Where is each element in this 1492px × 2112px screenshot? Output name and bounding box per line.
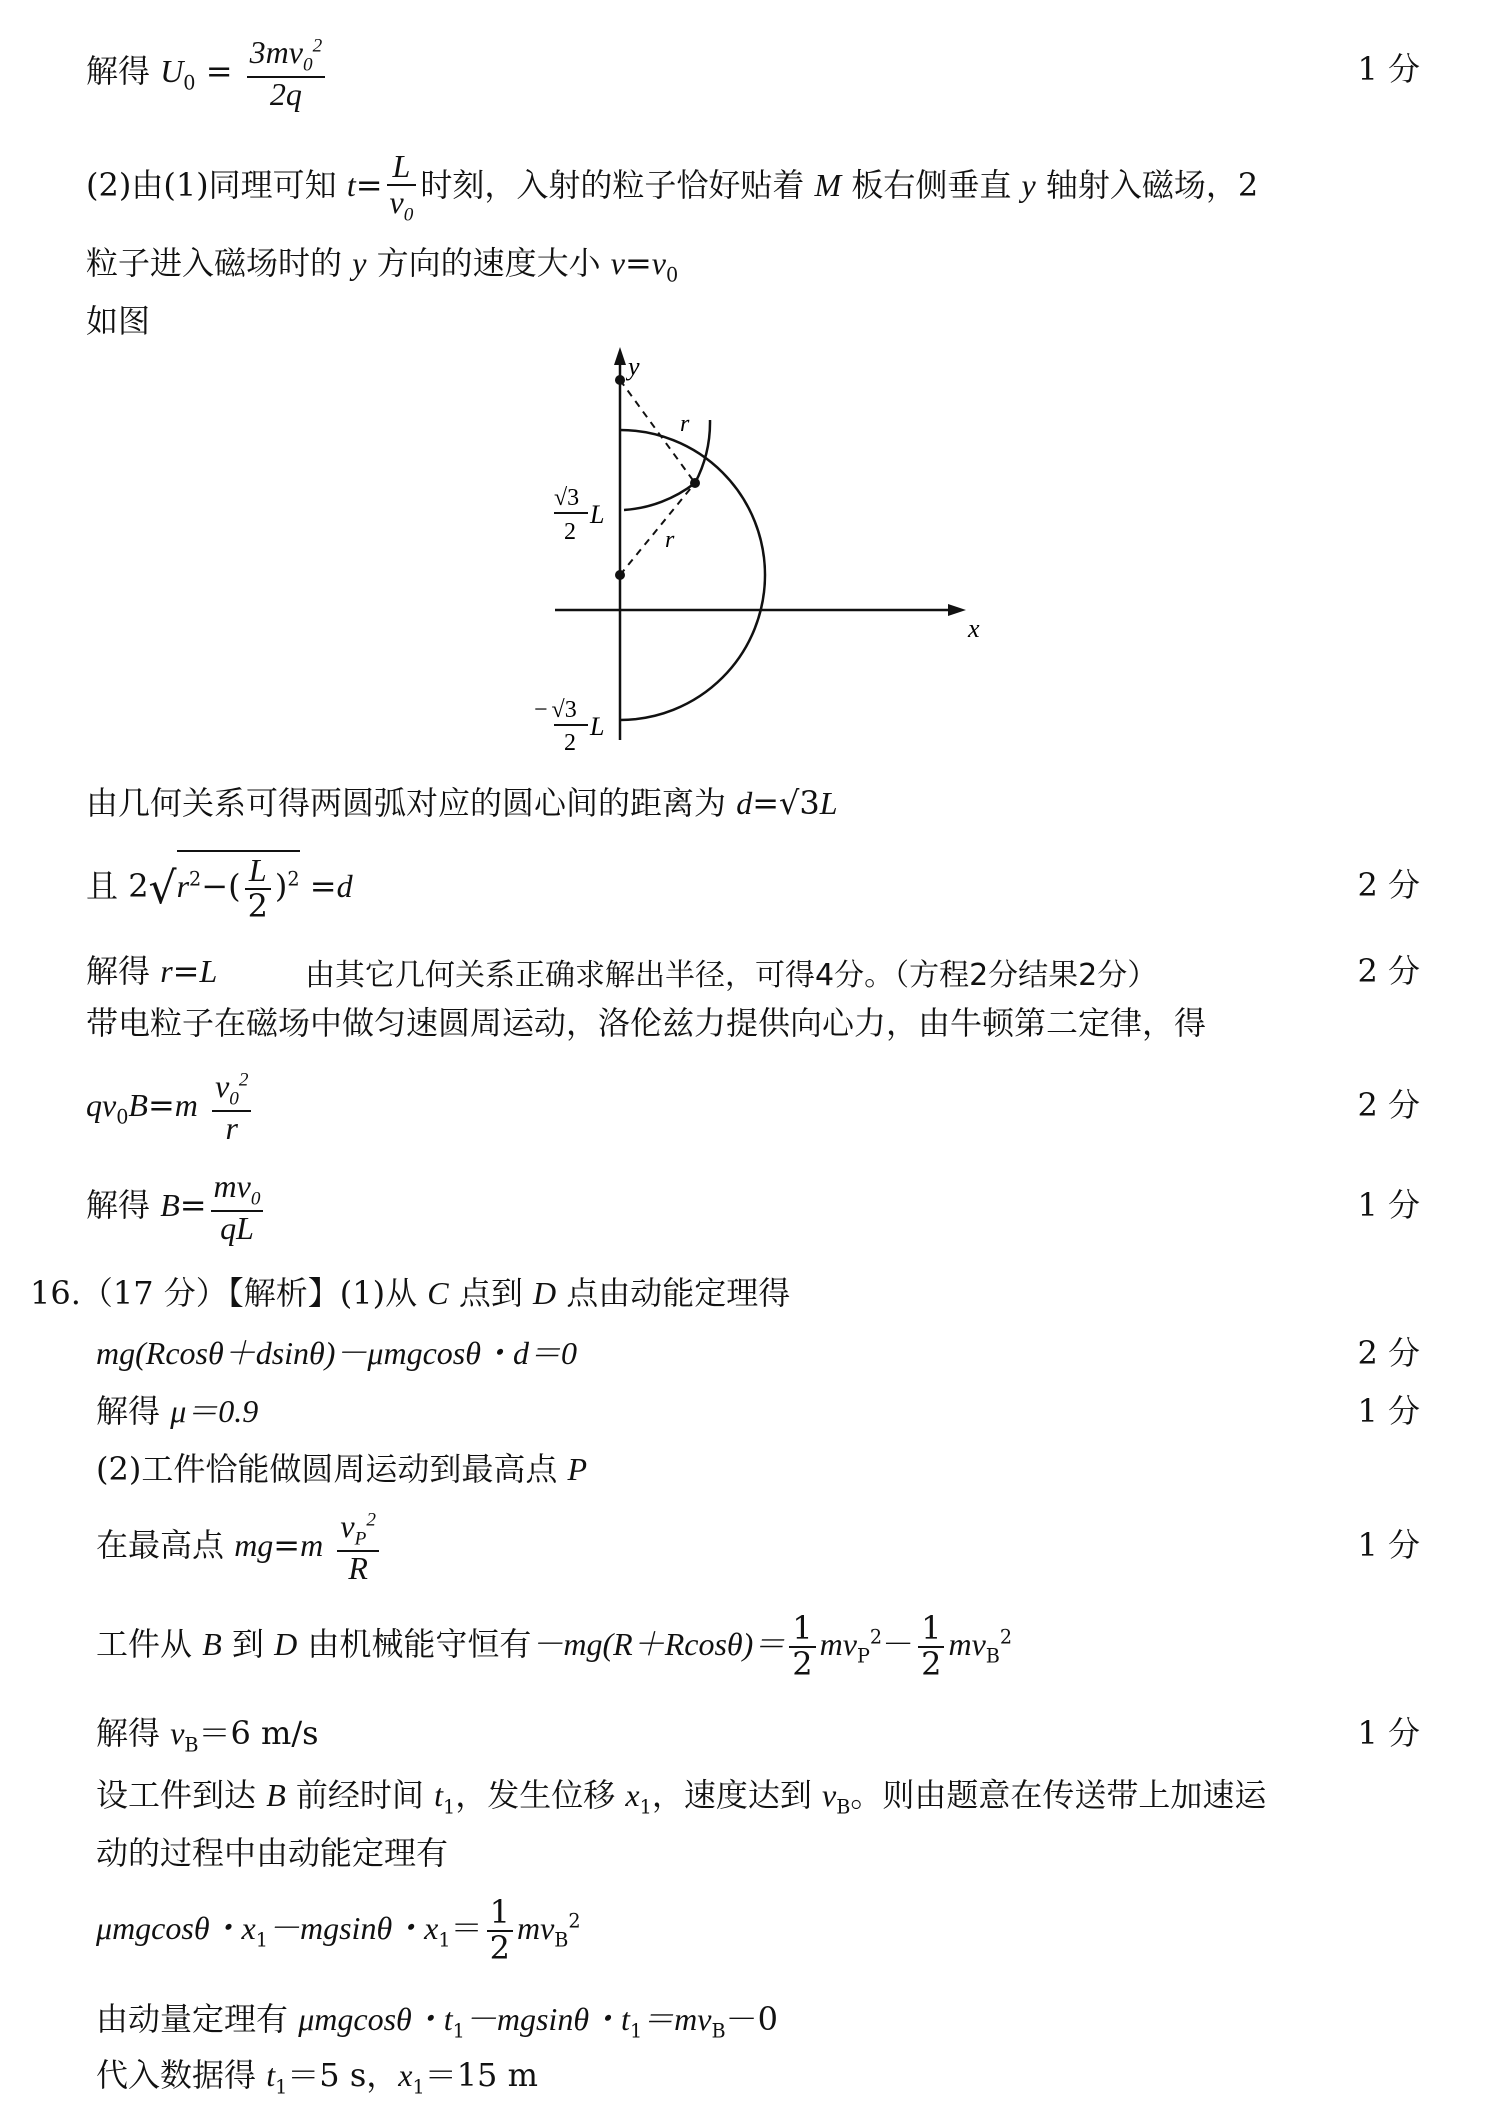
- u0-sub: 0: [183, 71, 196, 95]
- text-span: 方向的速度大小: [376, 244, 601, 282]
- t-value: ＝5 s，: [287, 2056, 399, 2094]
- mv-sub: P: [856, 1644, 870, 1668]
- equals: =: [752, 784, 779, 822]
- mv-sup: 2: [568, 1909, 581, 1933]
- score-label: 1 分: [1357, 1714, 1420, 1752]
- half-fraction: [487, 1893, 513, 1967]
- text-span: 16.（17 分）【解析】(1)从: [30, 1274, 418, 1312]
- frac-num-sub: 0: [250, 1188, 261, 1210]
- equals: =: [309, 867, 337, 906]
- q16-momentum-line: [0, 1988, 1492, 2048]
- term-b: －mgsinθ・t: [464, 2001, 630, 2037]
- b-fraction: [211, 1170, 264, 1245]
- term-b-sub: 1: [629, 2019, 643, 2043]
- score-label: 2 分: [1357, 952, 1420, 990]
- lower-label-den: 2: [564, 730, 576, 755]
- x-symbol: x: [398, 2057, 413, 2093]
- text-span: 代入数据得: [96, 2056, 257, 2094]
- solve-label: 解得: [86, 952, 151, 990]
- frac-den: 2q: [269, 75, 302, 112]
- y-symbol: y: [352, 245, 367, 281]
- r-symbol: r: [176, 868, 190, 905]
- q16-setup-2: 动的过程中由动能定理有: [96, 1834, 449, 1872]
- C-symbol: C: [427, 1275, 449, 1311]
- center-point-upper: [615, 375, 625, 385]
- mv-sup: 2: [869, 1625, 883, 1649]
- text-span: 由机械能守恒有: [307, 1625, 532, 1664]
- frac-den: v: [389, 183, 404, 220]
- q16-eq1-line: [0, 1322, 1492, 1382]
- equals: ＝: [450, 1909, 483, 1948]
- q16-part2: [96, 1444, 587, 1490]
- q16-mu: [96, 1386, 258, 1432]
- t-sub: 1: [275, 2075, 288, 2099]
- P-symbol: P: [567, 1451, 588, 1487]
- minus: －: [882, 1625, 915, 1664]
- sqrt-sign: √: [148, 863, 177, 915]
- distance-text: [86, 778, 838, 824]
- time-fraction: [387, 150, 417, 225]
- D-symbol: D: [274, 1626, 298, 1663]
- b-solution: [86, 1170, 267, 1245]
- B-symbol: B: [266, 1777, 286, 1813]
- v-sub: B: [184, 1733, 199, 1757]
- upper-label-sqrt: √3: [554, 485, 580, 511]
- text-span: ，发生位移: [455, 1776, 616, 1814]
- frac-num: L: [387, 150, 417, 186]
- score-label: 2 分: [1357, 866, 1420, 904]
- D-symbol: D: [533, 1275, 557, 1311]
- small-arc: [624, 420, 710, 510]
- frac-den-sub: 0: [403, 203, 414, 225]
- m-symbol: m: [300, 1527, 324, 1564]
- m-symbol: M: [814, 167, 842, 204]
- q16-top-line: [0, 1500, 1492, 1590]
- text-span: 轴射入磁场，2: [1045, 166, 1259, 205]
- q16-header: [30, 1268, 790, 1314]
- sqrt-equation: [86, 850, 353, 923]
- u0-symbol: U: [160, 53, 184, 90]
- d-symbol: d: [336, 868, 353, 905]
- radius-solution-line: [0, 940, 1492, 1000]
- radius-lower: [620, 483, 695, 575]
- solve-label: 解得: [96, 1392, 161, 1430]
- q16-header-line: [0, 1262, 1492, 1322]
- equals: =: [205, 52, 233, 91]
- half-fraction-1: [789, 1609, 815, 1683]
- B-symbol: B: [160, 1187, 180, 1224]
- close-paren: ): [274, 867, 288, 906]
- text-span: ，速度达到: [651, 1776, 812, 1814]
- text-span: 由几何关系可得两圆弧对应的圆心间的距离为: [86, 784, 727, 822]
- upper-label-den: 2: [564, 519, 576, 545]
- term-a: μmgcosθ・t: [298, 2001, 453, 2037]
- q16-ke-line: [0, 1886, 1492, 1976]
- mv-term: mv: [819, 1626, 857, 1663]
- L-symbol: L: [819, 785, 838, 821]
- q16-part2-line: [0, 1438, 1492, 1498]
- part2-line1: [0, 138, 1492, 225]
- mv-term: mv: [516, 1910, 555, 1947]
- lower-label-sqrt: √3: [551, 697, 577, 723]
- lhs-sub: 0: [116, 1105, 129, 1129]
- part2-text: [86, 150, 1258, 225]
- coef-two: 2: [128, 867, 149, 906]
- frac-den: 2: [247, 886, 268, 925]
- v-symbol: v: [822, 1777, 837, 1813]
- center-point-lower: [615, 570, 625, 580]
- term-a-sub: 1: [452, 2019, 465, 2043]
- mu-value: μ＝0.9: [170, 1393, 259, 1429]
- frac-num-sub: P: [354, 1528, 367, 1550]
- score-label: 2 分: [1357, 1086, 1420, 1124]
- mv-sub: B: [985, 1644, 1000, 1668]
- q16-setup-1: [96, 1770, 1266, 1818]
- text-span: 。则由题意在传送带上加速运: [850, 1776, 1267, 1814]
- b-solution-line: [0, 1160, 1492, 1250]
- t-symbol: t: [346, 167, 356, 204]
- score-label: 1 分: [1357, 1392, 1420, 1430]
- term-a-sub: 1: [255, 1928, 268, 1952]
- mv-term: mv: [948, 1626, 986, 1663]
- v-symbol: v: [170, 1715, 185, 1751]
- q16-eq1: mg(Rcosθ＋dsinθ)－μmgcosθ・d＝0: [96, 1335, 577, 1371]
- text-span: 点到: [458, 1274, 523, 1312]
- intersection-point: [690, 478, 700, 488]
- half-fraction-2: [918, 1609, 944, 1683]
- v-sub: B: [836, 1795, 851, 1819]
- equals: =: [147, 1086, 175, 1125]
- y-axis-label: y: [628, 352, 640, 381]
- term-c-sub: B: [711, 2019, 726, 2043]
- vb-value: ＝6 m/s: [198, 1714, 319, 1752]
- text-span: 时刻，入射的粒子恰好贴着: [420, 166, 805, 205]
- frac-num-sup: 2: [366, 1509, 376, 1531]
- L-symbol: L: [199, 953, 218, 989]
- as-figure-label: 如图: [86, 302, 151, 340]
- frac-num: mv: [213, 1168, 251, 1204]
- lhs: mg: [234, 1527, 274, 1564]
- v0-symbol: v: [651, 245, 666, 281]
- q16-setup-line2: [0, 1822, 1492, 1882]
- upper-label-L: L: [590, 500, 605, 529]
- frac-num-sub: 0: [229, 1088, 239, 1110]
- text-span: (2)由(1)同理可知: [86, 166, 337, 205]
- v-symbol: v: [610, 245, 625, 281]
- geometry-figure: [520, 345, 1040, 755]
- text-span: (2)工件恰能做圆周运动到最高点: [96, 1450, 558, 1488]
- r-sup: 2: [189, 867, 202, 891]
- x-symbol: x: [625, 1777, 640, 1813]
- q16-energy-equation: [96, 1609, 1013, 1683]
- score-label: 1 分: [1357, 1186, 1420, 1224]
- B-symbol: B: [202, 1626, 222, 1663]
- q16-energy-line: [0, 1602, 1492, 1692]
- t-symbol: t: [266, 2057, 276, 2093]
- u0-equation: [86, 36, 329, 111]
- t-symbol: t: [434, 1777, 443, 1813]
- force-equation: [86, 1070, 255, 1145]
- q16-result-line: [0, 2044, 1492, 2104]
- frac-den: R: [348, 1549, 368, 1586]
- term-b-sub: 1: [438, 1928, 451, 1952]
- part2-line2: [0, 232, 1492, 292]
- lhs: －mg(R＋Rcosθ)＝: [531, 1626, 786, 1663]
- text-span: 由动量定理有: [96, 2000, 289, 2038]
- mv-sub: B: [554, 1928, 569, 1952]
- grading-note: 由其它几何关系正确求解出半径，可得4分。（方程2分结果2分）: [305, 958, 1158, 993]
- sqrt3: √3: [779, 784, 820, 822]
- solution-u0-line: [0, 22, 1492, 112]
- equals: =: [355, 166, 383, 205]
- solve-label: 解得: [96, 1714, 161, 1752]
- x-sub: 1: [412, 2075, 425, 2099]
- q16-setup-line1: [0, 1764, 1492, 1824]
- lower-label-L: L: [590, 712, 605, 741]
- minus-paren: −(: [201, 867, 241, 906]
- frac-num: 1: [487, 1896, 513, 1932]
- score-label: 2 分: [1357, 1334, 1420, 1372]
- equals: =: [273, 1526, 301, 1565]
- as-figure-line: [0, 290, 1492, 350]
- text-span: 板右侧垂直: [851, 166, 1012, 205]
- q16-vb-line: [0, 1702, 1492, 1762]
- lhs: qv: [86, 1087, 117, 1124]
- frac-num: 1: [918, 1612, 944, 1648]
- term-a: μmgcosθ・x: [96, 1910, 256, 1947]
- text-span: 到: [231, 1625, 264, 1664]
- t-sub: 1: [442, 1795, 456, 1819]
- frac-num-sup: 2: [238, 1069, 249, 1091]
- B-symbol: B: [128, 1087, 148, 1124]
- frac-num-sup: 2: [312, 35, 323, 57]
- text-span: 设工件到达: [96, 1776, 257, 1814]
- distance-line: [0, 772, 1492, 832]
- lower-label-num: [534, 697, 577, 723]
- q16-vb: [96, 1708, 319, 1756]
- large-arc: [620, 430, 765, 720]
- frac-num: v: [215, 1068, 230, 1104]
- q16-top-equation: [96, 1510, 383, 1585]
- x-axis-arrow: [948, 604, 966, 616]
- frac-den: 2: [489, 1928, 510, 1967]
- frac-den: 2: [792, 1644, 813, 1683]
- text-span: 粒子进入磁场时的: [86, 244, 343, 282]
- text-span: 点由动能定理得: [566, 1274, 791, 1312]
- frac-num: L: [245, 854, 271, 890]
- frac-den: r: [225, 1109, 238, 1146]
- lorentz-line: [0, 992, 1492, 1052]
- q16-mu-line: [0, 1380, 1492, 1440]
- term-b: －mgsinθ・x: [267, 1910, 439, 1947]
- radius-label-upper: r: [680, 411, 690, 437]
- part2-text-2: [86, 238, 678, 286]
- q16-ke-equation: [96, 1893, 581, 1967]
- equals: =: [179, 1186, 207, 1225]
- equals: =: [172, 952, 200, 990]
- frac-num: v: [340, 1508, 355, 1544]
- text-span: 工件从: [96, 1625, 193, 1664]
- score-label: 1 分: [1357, 1526, 1420, 1564]
- top-fraction: [337, 1510, 379, 1585]
- term-d: －0: [725, 2000, 778, 2038]
- x-sub: 1: [639, 1795, 652, 1819]
- frac-num-sub: 0: [302, 54, 313, 76]
- frac-num: 1: [789, 1612, 815, 1648]
- upper-label-num: [554, 485, 579, 511]
- radius-label-lower: r: [665, 527, 675, 553]
- score-label: 1 分: [1357, 50, 1420, 88]
- y-symbol: y: [1021, 167, 1036, 204]
- u0-fraction: [247, 36, 326, 111]
- term-c: ＝mv: [642, 2001, 712, 2037]
- lower-label-minus: −: [534, 697, 548, 723]
- frac-den: qL: [220, 1209, 254, 1246]
- solve-label: 解得: [86, 52, 151, 91]
- y-axis-arrow: [614, 347, 626, 365]
- m-symbol: m: [174, 1087, 198, 1124]
- equals: =: [624, 244, 652, 282]
- x-axis-label: x: [968, 614, 980, 643]
- radius-solution: [86, 946, 217, 992]
- half-L-fraction: [245, 854, 271, 923]
- text-span: 在最高点: [96, 1526, 225, 1565]
- lorentz-text: 带电粒子在磁场中做匀速圆周运动，洛伦兹力提供向心力，由牛顿第二定律，得: [86, 1004, 1207, 1042]
- force-equation-line: [0, 1060, 1492, 1150]
- frac-den: 2: [921, 1644, 942, 1683]
- sqrt-equation-line: [0, 840, 1492, 930]
- d-symbol: d: [736, 785, 753, 821]
- x-value: ＝15 m: [424, 2056, 538, 2094]
- q16-result: [96, 2050, 538, 2098]
- mv-sup: 2: [999, 1625, 1013, 1649]
- sqrt-radicand: [177, 850, 300, 923]
- text-span: 且: [86, 867, 119, 906]
- q16-momentum: [96, 1994, 778, 2042]
- frac-num: 3mv: [249, 34, 303, 70]
- r-symbol: r: [160, 953, 173, 989]
- text-span: 前经时间: [295, 1776, 424, 1814]
- solve-label: 解得: [86, 1186, 151, 1225]
- force-fraction: [212, 1070, 251, 1145]
- v0-sub: 0: [665, 263, 679, 287]
- close-sup: 2: [287, 867, 300, 891]
